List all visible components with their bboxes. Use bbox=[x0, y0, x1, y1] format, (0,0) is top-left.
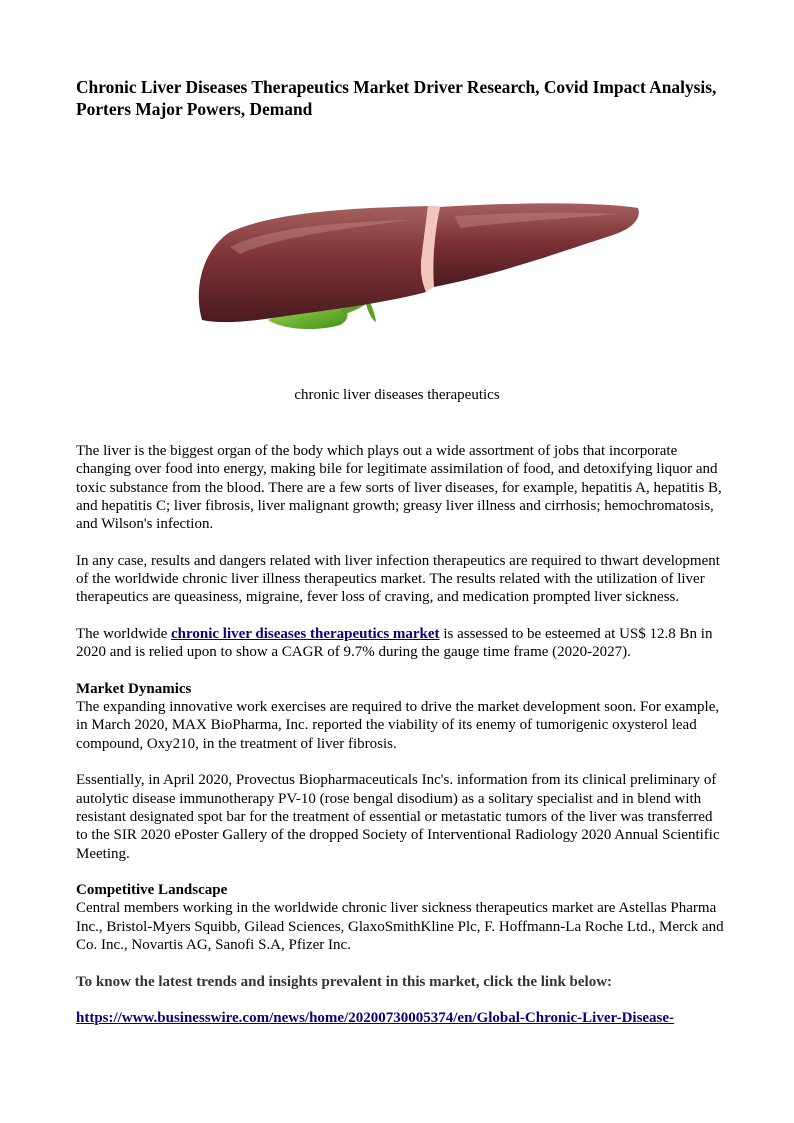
market-dynamics-paragraph-2: Essentially, in April 2020, Provectus Biopharmaceuticals Inc's. information from its clinical preliminary of autolytic disease immunotherapy PV-10 (rose bengal disodium) as a solitary specialist and in blend with resistant designated spot bar for the treatment of essential or metastatic tumors of the liver was transferred to the SIR 2020 ePoster Gallery of the dropped Society of Interventional Radiology 2020 Annual Scientific Meeting. bbox=[76, 772, 720, 862]
paragraph-market-size bbox=[76, 625, 726, 662]
article-title: Chronic Liver Diseases Therapeutics Market Driver Research, Covid Impact Analysis, Porters Major Powers, Demand bbox=[76, 77, 717, 119]
paragraph-intro: The liver is the biggest organ of the body which plays out a wide assortment of jobs that incorporate changing over food into energy, making bile for legitimate assimilation of food, and detoxifying liquor and toxic substance from the blood. There are a few sorts of liver diseases, for example, hepatitis A, hepatitis B, and hepatitis C; liver fibrosis, liver malignant growth; greasy liver illness and cirrhosis; hemochromatosis, and Wilson's infection. bbox=[76, 443, 722, 533]
market-report-link[interactable]: chronic liver diseases therapeutics market bbox=[170, 625, 440, 642]
market-dynamics-paragraph: The expanding innovative work exercises are required to drive the market development soon. For example, in March 2020, MAX BioPharma, Inc. reported the viability of its enemy of tumorigenic oxysterol lead compound, Oxy210, in the treatment of liver fibrosis. bbox=[76, 699, 720, 752]
call-to-action-text: To know the latest trends and insights prevalent in this market, click the link below: bbox=[76, 973, 613, 990]
market-size-text-end: is assessed to be esteemed at US$ 12.8 Bn in 2020 and is relied upon to show a CAGR of 9.7% during the gauge time frame (2020-2027). bbox=[76, 625, 713, 661]
competitive-landscape-paragraph: Central members working in the worldwide chronic liver sickness therapeutics market are Astellas Pharma Inc., Bristol-Myers Squibb, Gilead Sciences, GlaxoSmithKline Plc, F. Hoffmann-La Roche Ltd., Merck and Co. Inc., Novartis AG, Sanofi S.A, Pfizer Inc. bbox=[76, 900, 724, 954]
market-size-text-start: The worldwide bbox=[76, 625, 171, 642]
source-url-link[interactable]: https://www.businesswire.com/news/home/20200730005374/en/Global-Chronic-Liver-Disease- bbox=[76, 1010, 675, 1027]
paragraph-risks: In any case, results and dangers related with liver infection therapeutics are required to thwart development of the worldwide chronic liver illness therapeutics market. The results related with the utilization of liver therapeutics are queasiness, migraine, fever loss of craving, and medication prompted liver sickness. bbox=[76, 552, 720, 606]
figure-caption: chronic liver diseases therapeutics bbox=[294, 387, 500, 403]
market-dynamics-heading: Market Dynamics bbox=[76, 680, 192, 697]
article-body bbox=[76, 442, 726, 1028]
competitive-landscape-heading: Competitive Landscape bbox=[76, 882, 228, 899]
liver-illustration-icon bbox=[190, 192, 650, 342]
